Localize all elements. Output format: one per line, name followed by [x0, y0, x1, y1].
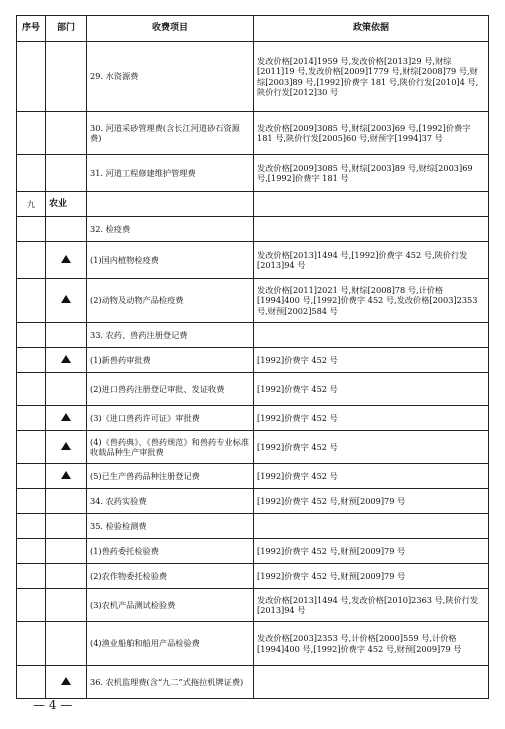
policy-basis-cell: [1992]价费字 452 号 — [254, 464, 489, 489]
fee-item-cell: 34. 农药实验费 — [87, 489, 254, 514]
department-cell — [46, 279, 87, 323]
serial-no-cell — [17, 155, 46, 192]
table-row — [17, 514, 489, 539]
table-body — [17, 42, 489, 699]
department-cell — [46, 406, 87, 431]
serial-no-cell — [17, 489, 46, 514]
header-fee-item: 收费项目 — [87, 16, 254, 42]
serial-no-cell — [17, 242, 46, 279]
triangle-icon — [61, 413, 71, 421]
fee-item-cell: (2)农作物委托检验费 — [87, 564, 254, 589]
table-row — [17, 666, 489, 699]
table-row — [17, 42, 489, 112]
fee-item-cell: 35. 检验检测费 — [87, 514, 254, 539]
policy-basis-cell: 发改价格[2013]1494 号,[1992]价费字 452 号,陕价行发[2013]94 号 — [254, 242, 489, 279]
serial-no-cell — [17, 431, 46, 464]
serial-no-cell — [17, 514, 46, 539]
policy-basis-cell — [254, 323, 489, 348]
table-row — [17, 217, 489, 242]
page-number: — 4 — — [33, 698, 73, 712]
policy-basis-cell: [1992]价费字 452 号,财预[2009]79 号 — [254, 539, 489, 564]
serial-no-cell — [17, 42, 46, 112]
triangle-icon — [61, 295, 71, 303]
department-cell — [46, 431, 87, 464]
department-cell — [46, 155, 87, 192]
triangle-icon — [61, 255, 71, 263]
table-row — [17, 622, 489, 666]
department-cell — [46, 242, 87, 279]
policy-basis-cell: 发改价格[2003]2353 号,计价格[2000]559 号,计价格[1994]400 号,[1992]价费字 452 号,财预[2009]79 号 — [254, 622, 489, 666]
serial-no-cell — [17, 112, 46, 155]
table-row — [17, 589, 489, 622]
fee-item-cell: (3)《进口兽药许可证》审批费 — [87, 406, 254, 431]
department-cell — [46, 464, 87, 489]
fee-item-cell: 29. 水资源费 — [87, 42, 254, 112]
policy-basis-cell — [254, 217, 489, 242]
policy-basis-cell: 发改价格[2014]1959 号,发改价格[2013]29 号,财综[2011]19 号,发改价格[2009]1779 号,财综[2008]79 号,财综[2003]89 号,[1992]价费字 181 号,陕价行发[2010]4 号,陕价行发[2012]30 号 — [254, 42, 489, 112]
table-row — [17, 431, 489, 464]
fee-item-cell: (4)《兽药典》、《兽药规范》和兽药专业标准收载品种生产审批费 — [87, 431, 254, 464]
policy-basis-cell: [1992]价费字 452 号 — [254, 373, 489, 406]
serial-no-cell — [17, 622, 46, 666]
fee-item-cell: 36. 农机监理费(含“九二”式拖拉机牌证费) — [87, 666, 254, 699]
serial-no-cell — [17, 323, 46, 348]
serial-no-cell — [17, 279, 46, 323]
department-cell — [46, 589, 87, 622]
fee-item-cell: (1)兽药委托检验费 — [87, 539, 254, 564]
serial-no-cell — [17, 539, 46, 564]
table-row — [17, 406, 489, 431]
fee-item-cell: (4)渔业船舶和船用产品检验费 — [87, 622, 254, 666]
fee-item-cell: 30. 河道采砂管理费(含长江河道砂石资源费) — [87, 112, 254, 155]
policy-basis-cell: 发改价格[2011]2021 号,财综[2008]78 号,计价格[1994]400 号,[1992]价费字 452 号,发改价格[2003]2353 号,财预[2002]584 号 — [254, 279, 489, 323]
table-header-row — [17, 16, 489, 42]
policy-basis-cell — [254, 514, 489, 539]
department-cell — [46, 373, 87, 406]
policy-basis-cell — [254, 192, 489, 217]
triangle-icon — [61, 355, 71, 363]
fee-item-cell: 32. 检疫费 — [87, 217, 254, 242]
header-serial-no: 序号 — [17, 16, 46, 42]
triangle-icon — [61, 471, 71, 479]
policy-basis-cell: [1992]价费字 452 号 — [254, 348, 489, 373]
serial-no-cell — [17, 564, 46, 589]
fee-item-cell: (3)农机产品测试检验费 — [87, 589, 254, 622]
table-row — [17, 279, 489, 323]
table-row — [17, 112, 489, 155]
department-cell — [46, 514, 87, 539]
serial-no-cell — [17, 406, 46, 431]
header-department: 部门 — [46, 16, 87, 42]
fee-item-cell: (5)已生产兽药品种注册登记费 — [87, 464, 254, 489]
header-policy-basis: 政策依据 — [254, 16, 489, 42]
fee-item-cell: 31. 河道工程修建维护管理费 — [87, 155, 254, 192]
department-cell: 农业 — [46, 192, 87, 217]
serial-no-cell — [17, 666, 46, 699]
department-cell — [46, 217, 87, 242]
policy-basis-cell: [1992]价费字 452 号 — [254, 406, 489, 431]
fee-item-cell — [87, 192, 254, 217]
table-row — [17, 539, 489, 564]
category-row — [17, 192, 489, 217]
policy-basis-cell: 发改价格[2009]3085 号,财综[2003]89 号,财综[2003]69 号,[1992]价费字 181 号 — [254, 155, 489, 192]
serial-no-cell — [17, 464, 46, 489]
department-cell — [46, 666, 87, 699]
table-row — [17, 489, 489, 514]
fee-item-cell: 33. 农药、兽药注册登记费 — [87, 323, 254, 348]
triangle-icon — [61, 442, 71, 450]
table-row — [17, 323, 489, 348]
fee-policy-table — [16, 15, 489, 699]
department-cell — [46, 539, 87, 564]
policy-basis-cell: [1992]价费字 452 号,财预[2009]79 号 — [254, 489, 489, 514]
fee-item-cell: (2)动物及动物产品检疫费 — [87, 279, 254, 323]
table-row — [17, 373, 489, 406]
policy-basis-cell: [1992]价费字 452 号,财预[2009]79 号 — [254, 564, 489, 589]
serial-no-cell — [17, 217, 46, 242]
serial-no-cell — [17, 348, 46, 373]
fee-item-cell: (2)进口兽药注册登记审批、发证收费 — [87, 373, 254, 406]
serial-no-cell — [17, 373, 46, 406]
department-cell — [46, 489, 87, 514]
table-row — [17, 564, 489, 589]
policy-basis-cell: 发改价格[2009]3085 号,财综[2003]69 号,[1992]价费字 181 号,陕价行发[2005]60 号,财预字[1994]37 号 — [254, 112, 489, 155]
fee-item-cell: (1)新兽药审批费 — [87, 348, 254, 373]
policy-basis-cell — [254, 666, 489, 699]
table-row — [17, 155, 489, 192]
table-row — [17, 464, 489, 489]
fee-item-cell: (1)国内植物检疫费 — [87, 242, 254, 279]
department-cell — [46, 42, 87, 112]
department-cell — [46, 348, 87, 373]
policy-basis-cell: 发改价格[2013]1494 号,发改价格[2010]2363 号,陕价行发[2013]94 号 — [254, 589, 489, 622]
department-cell — [46, 323, 87, 348]
serial-no-cell: 九 — [17, 192, 46, 217]
serial-no-cell — [17, 589, 46, 622]
table-row — [17, 348, 489, 373]
policy-basis-cell: [1992]价费字 452 号 — [254, 431, 489, 464]
table-row — [17, 242, 489, 279]
triangle-icon — [61, 677, 71, 685]
department-cell — [46, 622, 87, 666]
department-cell — [46, 564, 87, 589]
department-cell — [46, 112, 87, 155]
